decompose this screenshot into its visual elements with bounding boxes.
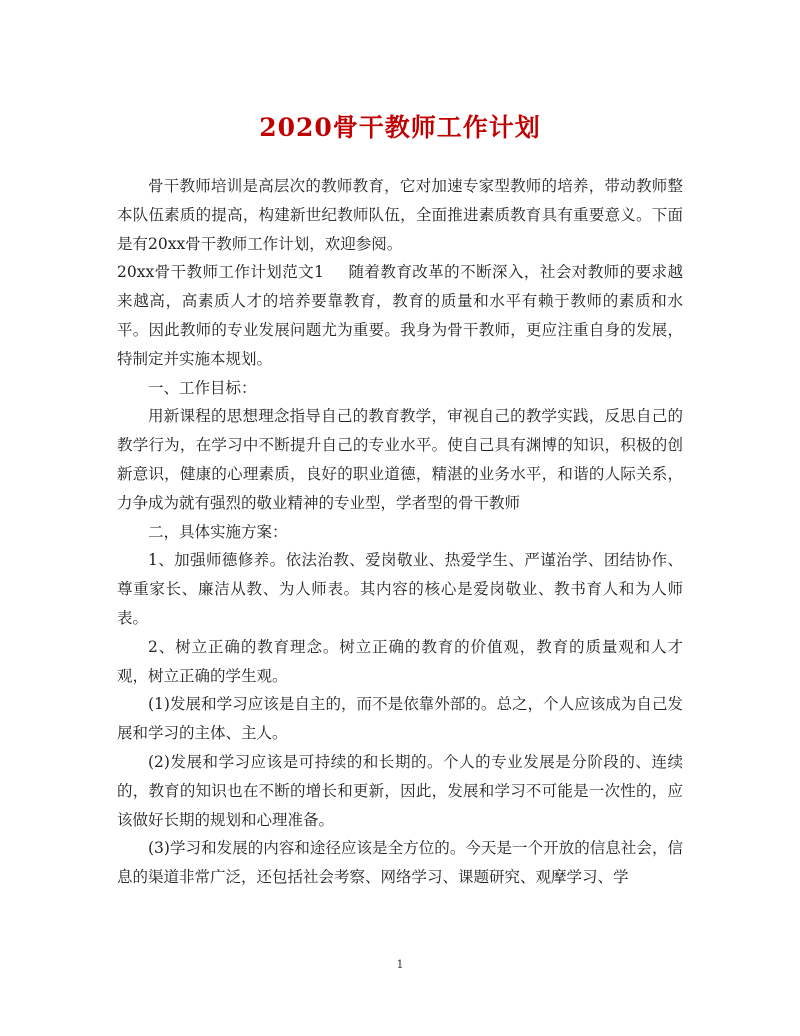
goals-paragraph: 用新课程的思想理念指导自己的教育教学，审视自己的教学实践，反思自己的教学行为，在学习中不断提升自己的专业水平。使自己具有渊博的知识，积极的创新意识，健康的心理素质，良好的职业道德，精湛的业务水平，和谐的人际关系，力争成为就有强烈的敬业精神的专业型，学者型的骨干教师 xyxy=(117,407,683,512)
document-title: 2020骨干教师工作计划 xyxy=(259,113,541,142)
plan-subitem-3: (3)学习和发展的内容和途径应该是全方位的。今天是一个开放的信息社会，信息的渠道非常广泛，还包括社会考察、网络学习、课题研究、观摩学习、学 xyxy=(117,839,683,887)
page-number: 1 xyxy=(396,958,404,971)
sample-text: 随着教育改革的不断深入，社会对教师的要求越来越高，高素质人才的培养要靠教育，教育的质量和水平有赖于教师的素质和水平。因此教师的专业发展问题尤为重要。我身为骨干教师，更应注重自身的发展，特制定并实施本规划。 xyxy=(117,263,683,368)
section-heading-goals: 一、工作目标： xyxy=(148,378,257,397)
plan-item-2: 2、树立正确的教育理念。树立正确的教育的价值观，教育的质量观和人才观，树立正确的学生观。 xyxy=(117,637,683,685)
section-heading-plan: 二，具体实施方案： xyxy=(148,522,288,541)
sample-label: 20xx骨干教师工作计划范文1 xyxy=(117,263,325,282)
sample-paragraph xyxy=(117,258,683,373)
plan-subitem-2: (2)发展和学习应该是可持续的和长期的。个人的专业发展是分阶段的、连续的，教育的知识也在不断的增长和更新，因此，发展和学习不可能是一次性的，应该做好长期的规划和心理准备。 xyxy=(117,752,683,829)
intro-paragraph: 骨干教师培训是高层次的教师教育，它对加速专家型教师的培养，带动教师整本队伍素质的提高，构建新世纪教师队伍，全面推进素质教育具有重要意义。下面是有20xx骨干教师工作计划，欢迎参阅。 xyxy=(117,177,683,253)
plan-subitem-1: (1)发展和学习应该是自主的，而不是依靠外部的。总之，个人应该成为自己发展和学习的主体、主人。 xyxy=(117,695,683,743)
document-body xyxy=(117,172,683,892)
plan-item-1: 1、加强师德修养。依法治教、爱岗敬业、热爱学生、严谨治学、团结协作、尊重家长、廉洁从教、为人师表。其内容的核心是爱岗敬业、教书育人和为人师表。 xyxy=(117,551,683,627)
